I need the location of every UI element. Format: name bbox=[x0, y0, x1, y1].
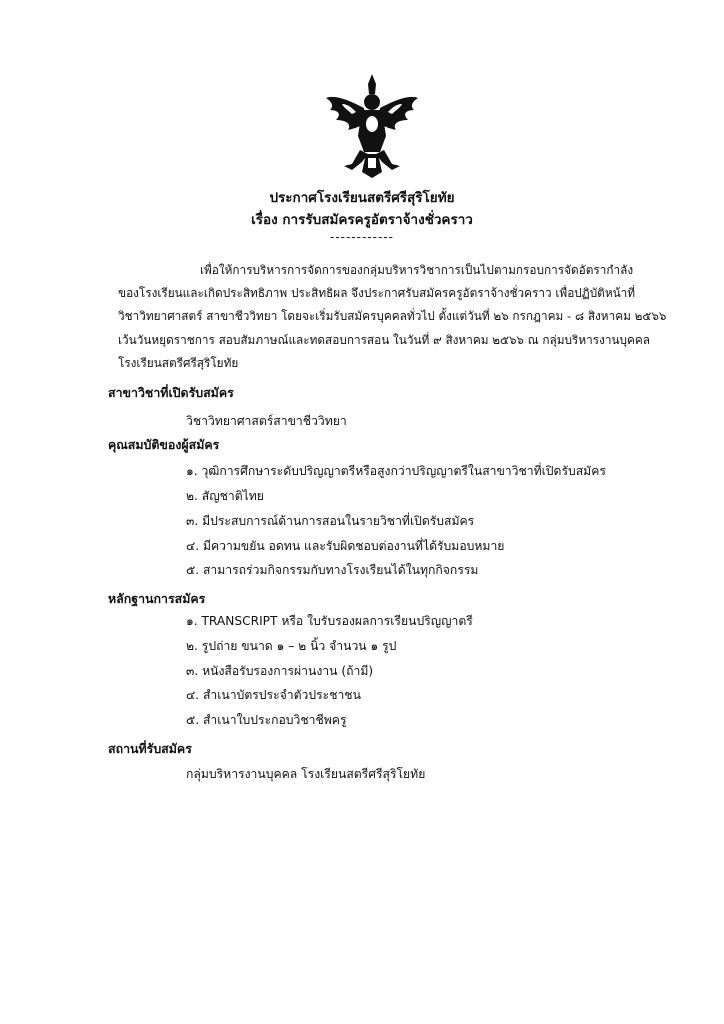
title-separator: ------------ bbox=[330, 230, 394, 244]
qualification-item: ๑. วุฒิการศึกษาระดับปริญญาตรีหรือสูงกว่าปริญญาตรีในสาขาวิชาที่เปิดรับสมัคร bbox=[186, 464, 606, 478]
place-heading: สถานที่รับสมัคร bbox=[108, 741, 192, 756]
announcement-subject: เรื่อง การรับสมัครครูอัตราจ้างชั่วคราว bbox=[251, 212, 473, 228]
intro-line: โรงเรียนสตรีศรีสุริโยทัย bbox=[118, 355, 239, 370]
qualification-item: ๓. มีประสบการณ์ด้านการสอนในรายวิชาที่เปิดรับสมัคร bbox=[186, 514, 475, 528]
open-subject-value: วิชาวิทยาศาสตร์สาขาชีววิทยา bbox=[186, 414, 347, 428]
evidence-item: ๓. หนังสือรับรองการผ่านงาน (ถ้ามี) bbox=[186, 664, 374, 678]
announcement-title: ประกาศโรงเรียนสตรีศรีสุริโยทัย bbox=[269, 190, 455, 206]
evidence-item: ๔. สำเนาบัตรประจำตัวประชาชน bbox=[186, 688, 361, 702]
garuda-emblem-icon bbox=[322, 72, 422, 180]
qualification-item: ๒. สัญชาติไทย bbox=[186, 489, 264, 503]
place-value: กลุ่มบริหารงานบุคคล โรงเรียนสตรีศรีสุริโยทัย bbox=[186, 767, 426, 781]
qualifications-heading: คุณสมบัติของผู้สมัคร bbox=[108, 437, 220, 452]
evidence-item: ๕. สำเนาใบประกอบวิชาชีพครู bbox=[186, 713, 347, 727]
intro-line: ของโรงเรียนและเกิดประสิทธิภาพ ประสิทธิผล จึงประกาศรับสมัครครูอัตราจ้างชั่วคราว เพื่อปฏิบัติหน้าที่ bbox=[118, 286, 636, 301]
evidence-item: ๒. รูปถ่าย ขนาด ๑ – ๒ นิ้ว จำนวน ๑ รูป bbox=[186, 639, 397, 653]
qualification-item: ๕. สามารถร่วมกิจกรรมกับทางโรงเรียนได้ในทุกกิจกรรม bbox=[186, 563, 479, 577]
intro-line: เว้นวันหยุดราชการ สอบสัมภาษณ์และทดสอบการสอน ในวันที่ ๙ สิงหาคม ๒๕๖๖ ณ กลุ่มบริหารงานบุคคล bbox=[118, 332, 651, 347]
qualification-item: ๔. มีความขยัน อดทน และรับผิดชอบต่องานที่ได้รับมอบหมาย bbox=[186, 539, 505, 553]
evidence-heading: หลักฐานการสมัคร bbox=[108, 591, 206, 606]
evidence-item: ๑. TRANSCRIPT หรือ ใบรับรองผลการเรียนปริญญาตรี bbox=[186, 614, 473, 628]
intro-line: เพื่อให้การบริหารการจัดการของกลุ่มบริหารวิชาการเป็นไปตามกรอบการจัดอัตรากำลัง bbox=[200, 263, 634, 277]
intro-paragraph bbox=[118, 259, 667, 375]
open-subject-heading: สาขาวิชาที่เปิดรับสมัคร bbox=[108, 385, 234, 400]
intro-line: วิชาวิทยาศาสตร์ สาขาชีววิทยา โดยจะเริ่มรับสมัครบุคคลทั่วไป ตั้งแต่วันที่ ๒๖ กรกฎาคม - ๘ สิงหาคม ๒๕๖๖ bbox=[118, 309, 667, 324]
